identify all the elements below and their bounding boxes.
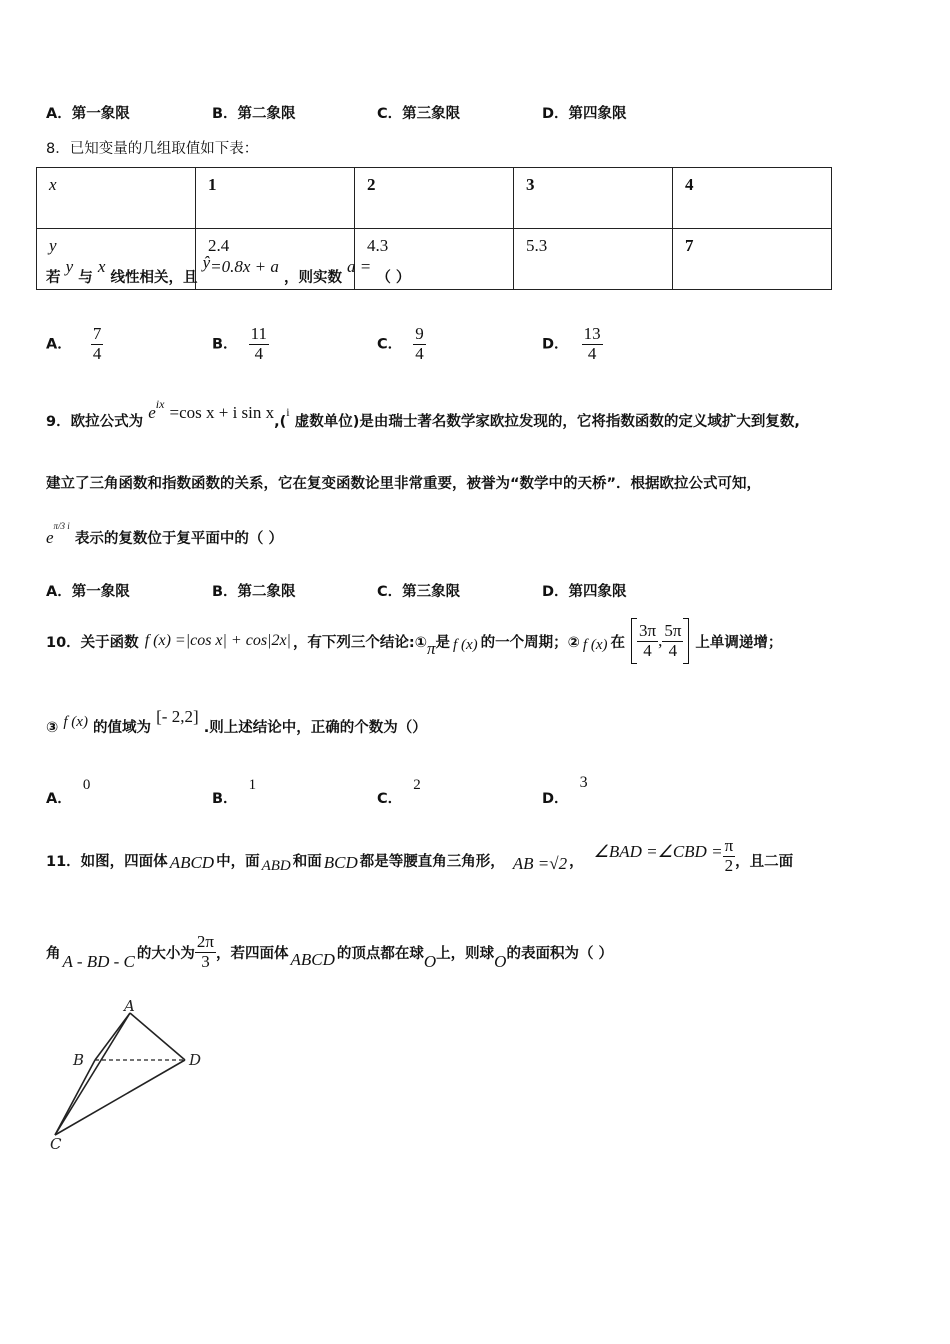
denominator: 4 (668, 640, 678, 660)
text: ，则实数 (283, 270, 342, 286)
text: 表示的复数位于复平面中的（ ） (74, 531, 283, 547)
denominator: 4 (254, 343, 264, 363)
function-definition: f (x) =|cos x| + cos|2x| (144, 632, 291, 649)
table-header-cell: x (37, 168, 196, 229)
math-e: e (148, 403, 156, 422)
q10-option-b (212, 773, 257, 807)
fraction (723, 837, 736, 875)
table-cell: 2.4 (196, 229, 355, 290)
math-fx: f (x) (453, 636, 478, 653)
comma: , (658, 631, 663, 650)
fraction (413, 325, 426, 363)
text: 是 (435, 634, 451, 651)
numerator: 7 (92, 324, 102, 343)
text: 与 (78, 270, 93, 286)
text: ，有下列三个结论:① (292, 634, 428, 651)
q7-option-d: D．第四象限 (542, 106, 627, 122)
denominator: 4 (643, 640, 652, 660)
q9-line1 (46, 397, 800, 431)
euler-formula: =cos x + i sin x (169, 403, 275, 422)
math-bcd: BCD (323, 853, 358, 872)
numerator: 5π (664, 620, 682, 640)
text: ③ (46, 720, 59, 736)
denominator: 3 (201, 951, 210, 971)
math-o: O (423, 952, 437, 971)
regression-formula: =0.8x + a (210, 257, 279, 276)
option-label: A． (46, 336, 72, 353)
text: 的大小为 (136, 945, 195, 962)
math-angles: ∠BAD =∠CBD = (593, 842, 723, 861)
denominator: 4 (587, 343, 597, 363)
table-cell: 1 (196, 168, 355, 229)
math-o: O (494, 952, 507, 971)
math-x: x (97, 257, 106, 276)
vertex-label-a: A (124, 997, 135, 1015)
right-bracket (683, 618, 689, 664)
table-cell: 3 (514, 168, 673, 229)
range: [- 2,2] (156, 707, 199, 726)
math-exponent: ix (155, 397, 165, 411)
q10-option-c (377, 773, 421, 807)
option-label: B． (212, 791, 238, 807)
q9-option-d: D．第四象限 (542, 584, 627, 600)
text: 都是等腰直角三角形， (359, 853, 505, 870)
text: 上，则球 (436, 945, 495, 962)
q10-option-d (542, 771, 588, 807)
table-cell: 4.3 (355, 229, 514, 290)
text: 的顶点都在球 (336, 945, 424, 962)
text: （ ） (376, 270, 411, 286)
text: ，且二面 (735, 853, 794, 870)
vertex-label-b: B (73, 1051, 85, 1069)
text: ,( (274, 414, 287, 430)
q10-line1 (46, 616, 782, 666)
fraction (195, 933, 216, 971)
vertex-label-c: C (50, 1135, 62, 1153)
option-value: 2 (413, 777, 421, 793)
option-label: A． (46, 791, 72, 807)
text: 若 (46, 270, 61, 286)
denominator: 4 (415, 343, 424, 363)
text: 11．如图，四面体 (46, 853, 168, 870)
fraction (249, 325, 269, 363)
q9-option-b: B．第二象限 (212, 584, 296, 600)
text: 线性相关，且 (110, 270, 198, 286)
fraction (582, 325, 603, 363)
denominator: 4 (92, 343, 102, 363)
numerator: 11 (250, 324, 268, 343)
option-label: B． (212, 336, 238, 353)
q10-line2 (46, 707, 427, 737)
math-exponent: π/3 i (53, 521, 70, 531)
table-cell: 2 (355, 168, 514, 229)
q9-option-c: C．第三象限 (377, 584, 461, 600)
q8-condition-line (46, 253, 411, 287)
text: 虚数单位)是由瑞士著名数学家欧拉发现的，它将指数函数的定义域扩大到复数, (294, 414, 800, 430)
option-label: C． (377, 791, 403, 807)
table-cell: 7 (673, 229, 832, 290)
math-abd: ABD (261, 857, 291, 874)
option-label: C． (377, 336, 403, 353)
numerator: 9 (415, 324, 424, 343)
denominator: 2 (724, 855, 734, 875)
q10-option-a (46, 773, 91, 807)
q8-option-b (212, 325, 269, 363)
option-label: D． (542, 791, 569, 807)
fraction (91, 325, 104, 363)
fraction (637, 622, 658, 660)
q7-option-c: C．第三象限 (377, 106, 461, 122)
option-label: D． (542, 336, 569, 353)
tetrahedron-figure (40, 995, 220, 1155)
table-cell: 5.3 (514, 229, 673, 290)
numerator: 2π (196, 931, 214, 951)
q9-line2: 建立了三角函数和指数函数的关系，它在复变函数论里非常重要，被誉为“数学中的天桥”．根据欧拉公式可知， (46, 476, 762, 492)
edge-ad (130, 1013, 185, 1060)
edge-ac (55, 1013, 130, 1135)
text: 中，面 (216, 853, 260, 870)
table-cell: 4 (673, 168, 832, 229)
text: 角 (46, 945, 61, 962)
q9-option-a: A．第一象限 (46, 584, 130, 600)
q8-option-d (542, 325, 603, 363)
q7-option-a: A．第一象限 (46, 106, 130, 122)
math-fx: f (x) (582, 636, 608, 653)
math-abcd: ABCD (169, 853, 215, 872)
text: 上单调递增； (695, 634, 783, 651)
tetrahedron-edges (55, 1013, 185, 1135)
text: 在 (610, 634, 625, 651)
numerator: 3π (638, 620, 657, 640)
text: 和面 (292, 853, 322, 870)
q7-option-b: B．第二象限 (212, 106, 296, 122)
text: ，若四面体 (216, 945, 289, 962)
q11-line2 (46, 928, 613, 976)
math-dihedral: A - BD - C (62, 952, 135, 971)
math-yhat: ŷ (202, 253, 211, 272)
math-e: e (46, 528, 54, 547)
text: .则上述结论中，正确的个数为（） (203, 720, 427, 736)
vertex-label-d: D (189, 1051, 202, 1069)
fraction (662, 622, 683, 660)
table-row (37, 168, 832, 229)
numerator: 13 (583, 324, 601, 343)
numerator: π (724, 835, 734, 855)
q8-option-a (46, 325, 103, 363)
option-value: 0 (82, 777, 91, 793)
q11-line1 (46, 836, 793, 884)
q8-stem: 8．已知变量的几组取值如下表： (46, 141, 259, 157)
text: 的表面积为（ ） (506, 945, 614, 962)
option-value: 1 (248, 777, 257, 793)
text: 10．关于函数 (46, 634, 139, 651)
math-ab: AB =√2 (512, 854, 568, 873)
text: 的值域为 (93, 720, 152, 736)
math-abcd: ABCD (290, 950, 335, 969)
text: 9．欧拉公式为 (46, 414, 144, 430)
math-i: i (286, 405, 290, 419)
math-y: y (65, 257, 74, 276)
text: ， (569, 853, 584, 870)
option-value: 3 (579, 774, 588, 791)
table-header-cell: y (37, 229, 196, 290)
q8-option-c (377, 325, 426, 363)
math-fx: f (x) (63, 714, 88, 730)
text: 的一个周期；② (480, 634, 580, 651)
math-pi: π (427, 639, 436, 658)
math-a: a = (347, 257, 372, 276)
